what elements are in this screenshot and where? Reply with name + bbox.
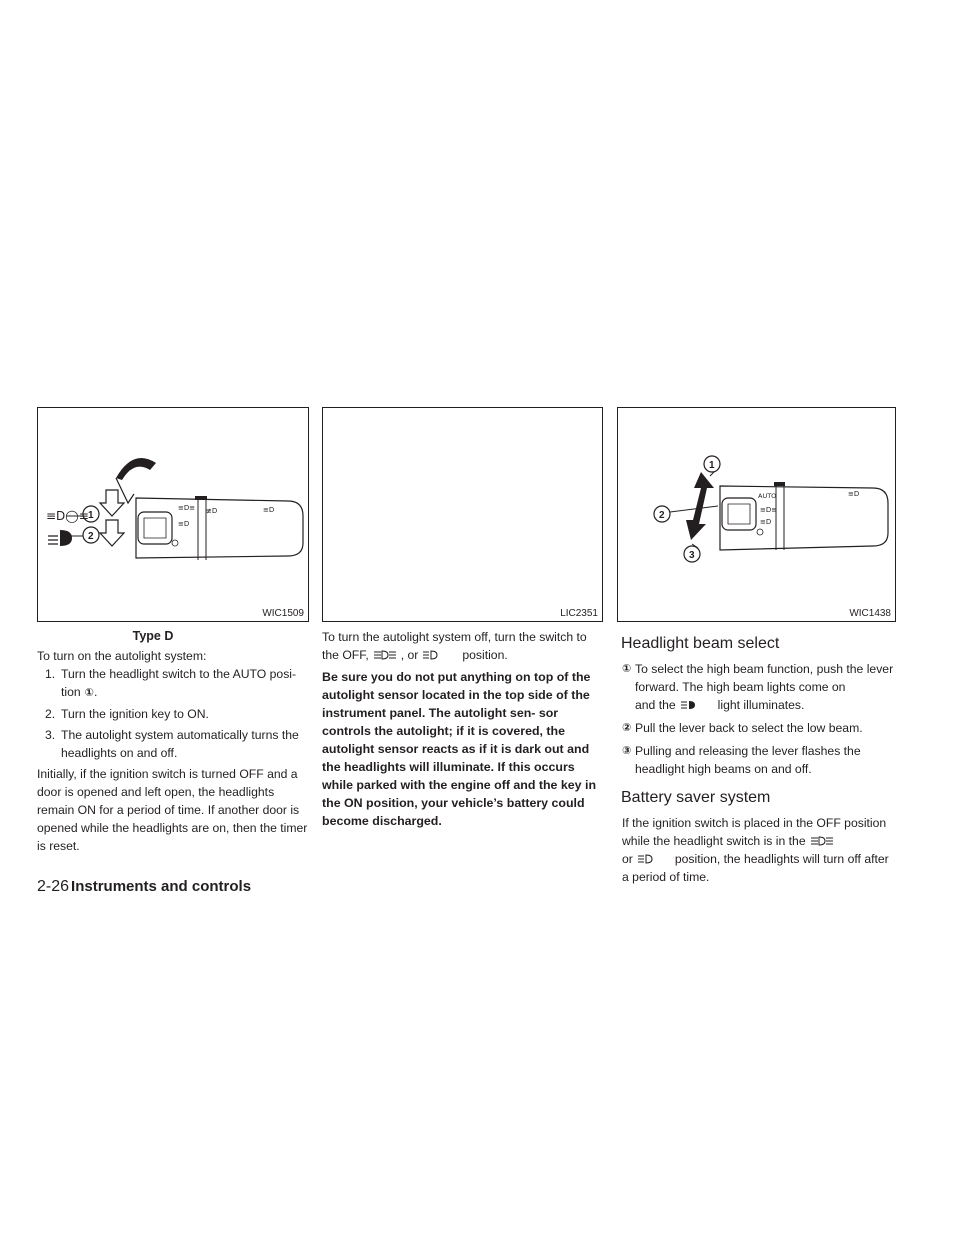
high-beam-icon xyxy=(679,699,705,711)
body-paragraph: If the ignition switch is placed in the OFF position while the headlight switch is in the or position, the headlights will turn off after a period of time. xyxy=(622,816,889,884)
svg-text:≡D: ≡D xyxy=(760,518,772,526)
figure-type-d-switch xyxy=(37,407,309,622)
page-number: 2-26 xyxy=(37,878,70,895)
list-item: 2. Turn the ignition key to ON. xyxy=(45,707,209,721)
page-footer xyxy=(37,877,251,897)
callout-2: 2 xyxy=(659,510,665,521)
auto-label: AUTO xyxy=(758,492,777,500)
list-item: ② Pull the lever back to select the low beam. xyxy=(622,721,863,735)
callout-2: 2 xyxy=(88,531,94,542)
callout-3: 3 xyxy=(689,550,695,561)
body-paragraph: To turn the autolight system off, turn the switch to the OFF, , or position. xyxy=(322,630,587,662)
lever-beam-illustration xyxy=(618,408,896,622)
column-autolight-on xyxy=(37,628,309,855)
list-item: ③ Pulling and releasing the lever flashes the headlight high beams on and off. xyxy=(622,744,861,776)
intro-text: To turn on the autolight system: xyxy=(37,649,207,663)
section-title: Instruments and controls xyxy=(71,878,252,895)
figure-beam-select xyxy=(617,407,896,622)
headlight-icon xyxy=(421,649,447,661)
svg-text:≡D◯≡: ≡D◯≡ xyxy=(46,509,89,523)
svg-text:≡D: ≡D xyxy=(263,506,275,514)
svg-text:≡D: ≡D xyxy=(178,520,190,528)
svg-text:≡D: ≡D xyxy=(848,490,860,498)
column-autolight-off xyxy=(322,628,603,830)
figure-code: WIC1509 xyxy=(262,608,304,619)
svg-text:≡D≡: ≡D≡ xyxy=(760,506,778,514)
list-item: 3. The autolight system automatically turns the headlights on and off. xyxy=(45,728,299,760)
list-item: ① To select the high beam function, push the lever forward. The high beam lights come on and the light illuminates. xyxy=(622,662,894,712)
headlight-icon xyxy=(636,853,662,865)
parking-light-icon xyxy=(372,649,398,661)
section-heading: Battery saver system xyxy=(621,789,771,806)
section-heading: Headlight beam select xyxy=(621,635,780,652)
svg-text:≡D≡: ≡D≡ xyxy=(178,504,196,512)
column-beam-select xyxy=(622,628,896,886)
circled-1: ① xyxy=(84,687,94,699)
list-item: 1. Turn the headlight switch to the AUTO posi- tion ①. xyxy=(37,665,309,702)
steps-list xyxy=(37,665,309,762)
figure-caption: Type D xyxy=(132,629,174,643)
parking-light-icon xyxy=(809,835,835,847)
headlight-switch-illustration xyxy=(38,408,309,622)
callout-1: 1 xyxy=(88,510,94,521)
svg-text:≢D: ≢D xyxy=(206,507,218,515)
figure-code: LIC2351 xyxy=(560,608,598,619)
figure-code: WIC1438 xyxy=(849,608,891,619)
figure-autolight-sensor xyxy=(322,407,603,622)
callout-1: 1 xyxy=(709,460,715,471)
body-paragraph: Initially, if the ignition switch is turned OFF and a door is opened and left open, the headlights remain ON for a period of time. If another door is opened while the headlights are on, then the timer is reset. xyxy=(37,767,308,853)
warning-text: Be sure you do not put anything on top of the autolight sensor located in the top side of the instrument panel. The autolight sen- sor controls the autolight; if it is covered, the autolight sensor reacts as if it is dark out and the headlights will illuminate. If this occurs while parked with the engine off and the key in the ON position, your vehicle’s battery could become discharged. xyxy=(322,670,597,828)
